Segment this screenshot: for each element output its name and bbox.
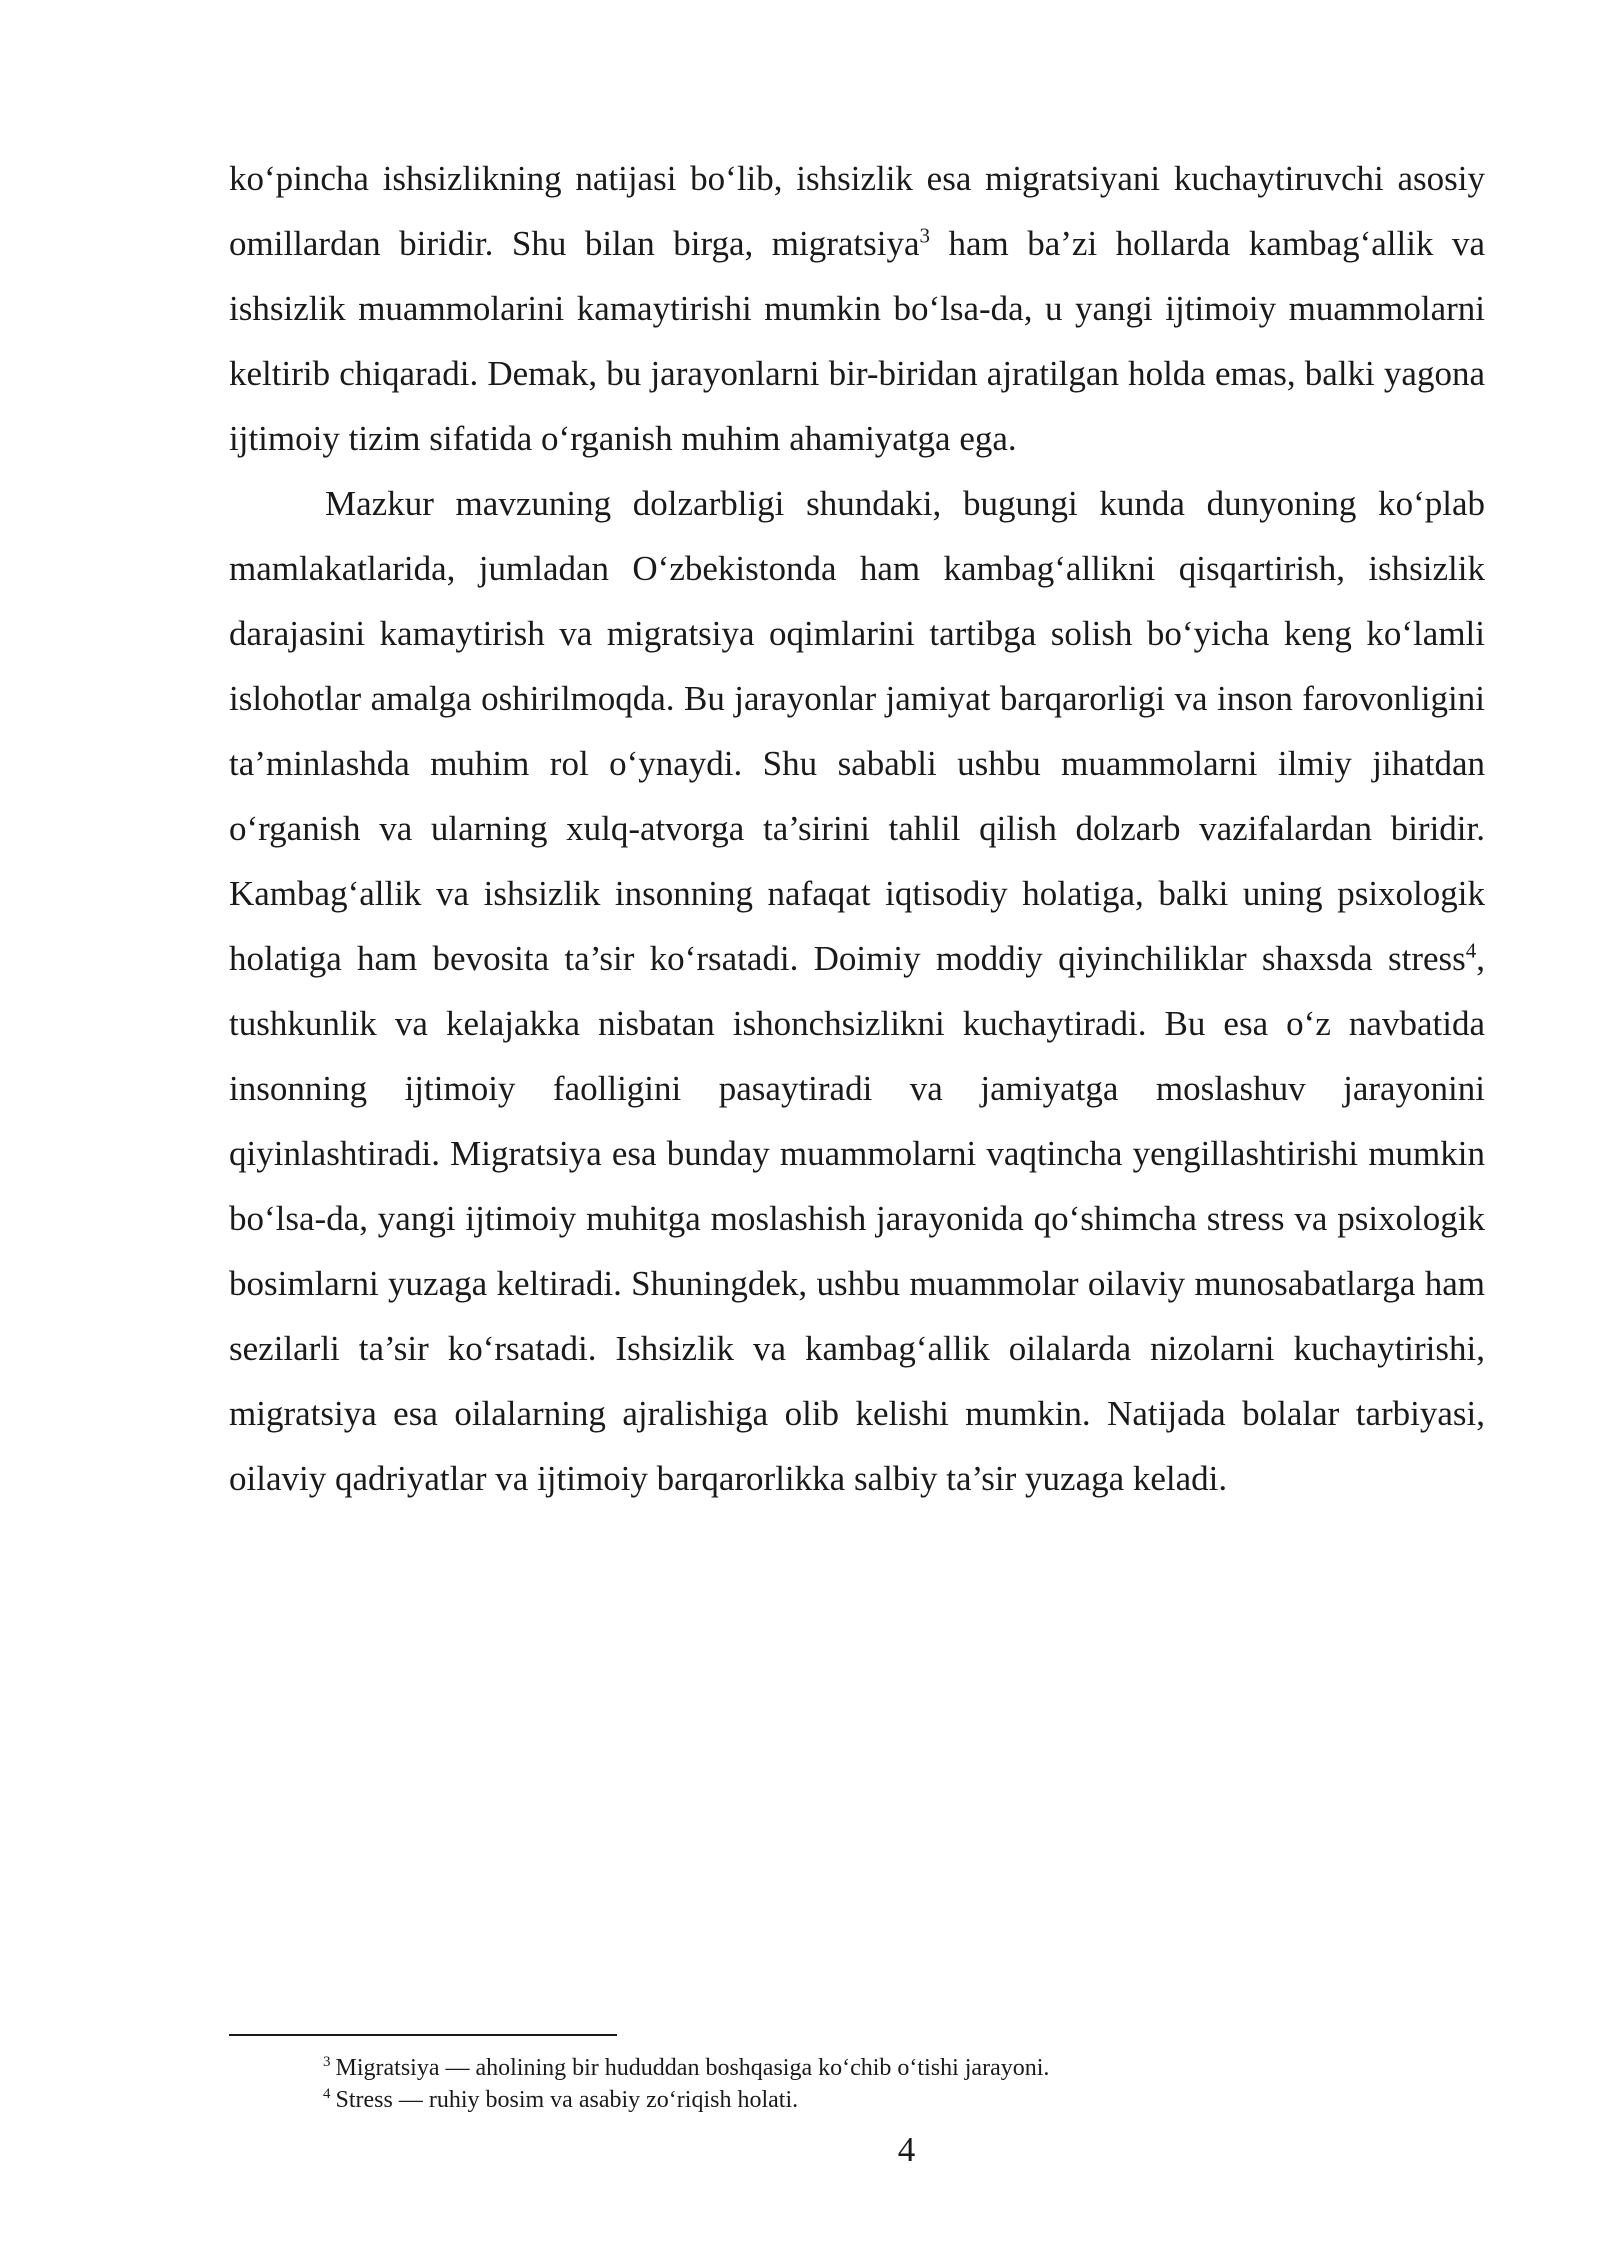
footnotes <box>323 2052 1483 2116</box>
footnote-separator <box>229 2034 617 2036</box>
footnote-reference[interactable]: 4 <box>1465 938 1477 963</box>
footnote <box>323 2052 1483 2084</box>
paragraph <box>229 471 1485 1511</box>
page-number: 4 <box>897 2130 916 2169</box>
footnote-text: Migratsiya — aholining bir hududdan boshqasiga ko‘chib o‘tishi jarayoni. <box>335 2055 1050 2081</box>
paragraph-text: , tushkunlik va kelajakka nisbatan ishonchsizlikni kuchaytiradi. Bu esa o‘z navbatida insonning ijtimoiy faolligini pasaytiradi va jamiyatga moslashuv jarayonini qiyinlashtiradi. Migratsiya esa bunday muammolarni vaqtincha yengillashtirishi mumkin bo‘lsa-da, yangi ijtimoiy muhitga moslashish jarayonida qo‘shimcha stress va psixologik bosimlarni yuzaga keltiradi. Shuningdek, ushbu muammolar oilaviy munosabatlarga ham sezilarli ta’sir ko‘rsatadi. Ishsizlik va kambag‘allik oilalarda nizolarni kuchaytirishi, migratsiya esa oilalarning ajralishiga olib kelishi mumkin. Natijada bolalar tarbiyasi, oilaviy qadriyatlar va ijtimoiy barqarorlikka salbiy ta’sir yuzaga keladi. <box>229 939 1485 1498</box>
footnote-mark: 4 <box>323 2086 331 2102</box>
footnote-text: Stress — ruhiy bosim va asabiy zo‘riqish holati. <box>335 2087 799 2113</box>
footnote <box>323 2084 1483 2116</box>
paragraph-text: ham ba’zi hollarda kambag‘allik va ishsizlik muammolarini kamaytirishi mumkin bo‘lsa-da, u yangi ijtimoiy muammolarni keltirib chiqaradi. Demak, bu jarayonlarni bir-biridan ajratilgan holda emas, balki yagona ijtimoiy tizim sifatida o‘rganish muhim ahamiyatga ega. <box>229 224 1485 458</box>
paragraph <box>229 146 1485 471</box>
body-text <box>229 146 1485 1511</box>
paragraph-text: ko‘pincha ishsizlikning natijasi bo‘lib, ishsizlik esa migratsiyani kuchaytiruvchi asosiy omillardan biridir. Shu bilan birga, migratsiya <box>229 159 1485 263</box>
paragraph-text: Mazkur mavzuning dolzarbligi shundaki, bugungi kunda dunyoning ko‘plab mamlakatlarida, jumladan O‘zbekistonda ham kambag‘allikni qisqartirish, ishsizlik darajasini kamaytirish va migratsiya oqimlarini tartibga solish bo‘yicha keng ko‘lamli islohotlar amalga oshirilmoqda. Bu jarayonlar jamiyat barqarorligi va inson farovonligini ta’minlashda muhim rol o‘ynaydi. Shu sababli ushbu muammolarni ilmiy jihatdan o‘rganish va ularning xulq-atvorga ta’sirini tahlil qilish dolzarb vazifalardan biridir. Kambag‘allik va ishsizlik insonning nafaqat iqtisodiy holatiga, balki uning psixologik holatiga ham bevosita ta’sir ko‘rsatadi. Doimiy moddiy qiyinchiliklar shaxsda stress <box>229 484 1485 978</box>
footnote-mark: 3 <box>323 2054 331 2070</box>
footnote-reference[interactable]: 3 <box>919 223 931 248</box>
